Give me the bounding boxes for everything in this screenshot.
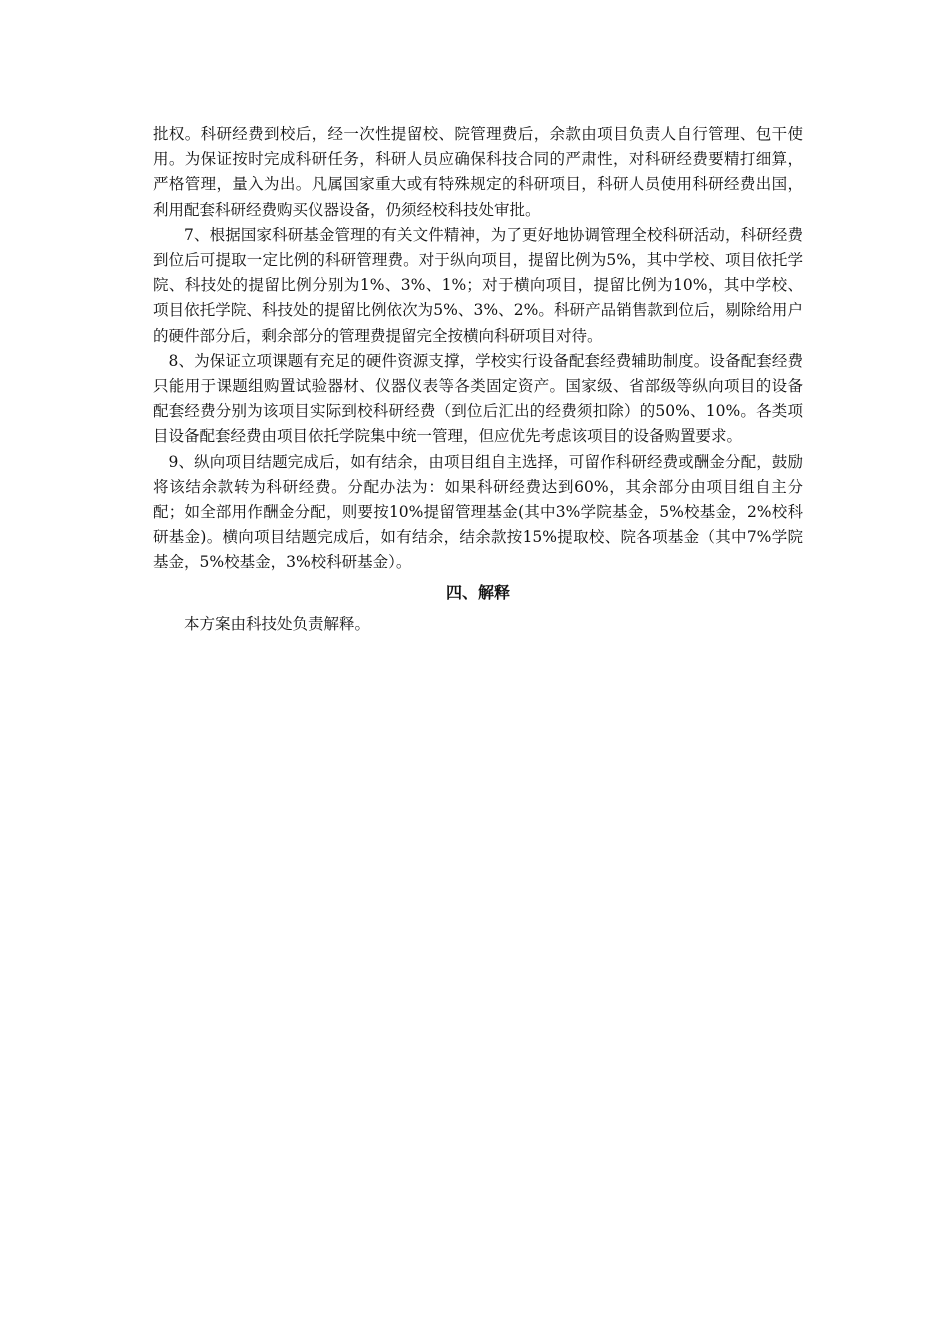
paragraph-item-9: 9、纵向项目结题完成后，如有结余，由项目组自主选择，可留作科研经费或酬金分配，鼓励将该结余款转为科研经费。分配办法为：如果科研经费达到60%，其余部分由项目组自主分配；如全部用作酬金分配，则要按10%提留管理基金(其中3%学院基金，5%校基金，2%校科研基金)。横向项目结题完成后，如有结余，结余款按15%提取校、院各项基金（其中7%学院基金，5%校基金，3%校科研基金）。 [153, 452, 803, 572]
section-heading-interpretation: 四、解释 [445, 582, 510, 602]
paragraph-closing: 本方案由科技处负责解释。 [184, 614, 371, 633]
paragraph-item-8: 8、为保证立项课题有充足的硬件资源支撑，学校实行设备配套经费辅助制度。设备配套经费只能用于课题组购置试验器材、仪器仪表等各类固定资产。国家级、省部级等纵向项目的设备配套经费分别为该项目实际到校科研经费（到位后汇出的经费须扣除）的50%、10%。各类项目设备配套经费由项目依托学院集中统一管理，但应优先考虑该项目的设备购置要求。 [153, 351, 803, 446]
paragraph-approval: 批权。科研经费到校后，经一次性提留校、院管理费后，余款由项目负责人自行管理、包干使用。为保证按时完成科研任务，科研人员应确保科技合同的严肃性，对科研经费要精打细算，严格管理，量入为出。凡属国家重大或有特殊规定的科研项目，科研人员使用科研经费出国，利用配套科研经费购买仪器设备，仍须经校科技处审批。 [153, 125, 803, 219]
paragraph-item-7: 7、根据国家科研基金管理的有关文件精神，为了更好地协调管理全校科研活动，科研经费到位后可提取一定比例的科研管理费。对于纵向项目，提留比例为5%，其中学校、项目依托学院、科技处的提留比例分别为1%、3%、1%；对于横向项目，提留比例为10%，其中学校、项目依托学院、科技处的提留比例依次为5%、3%、2%。科研产品销售款到位后，剔除给用户的硬件部分后，剩余部分的管理费提留完全按横向科研项目对待。 [153, 225, 803, 345]
document-body [153, 122, 803, 637]
